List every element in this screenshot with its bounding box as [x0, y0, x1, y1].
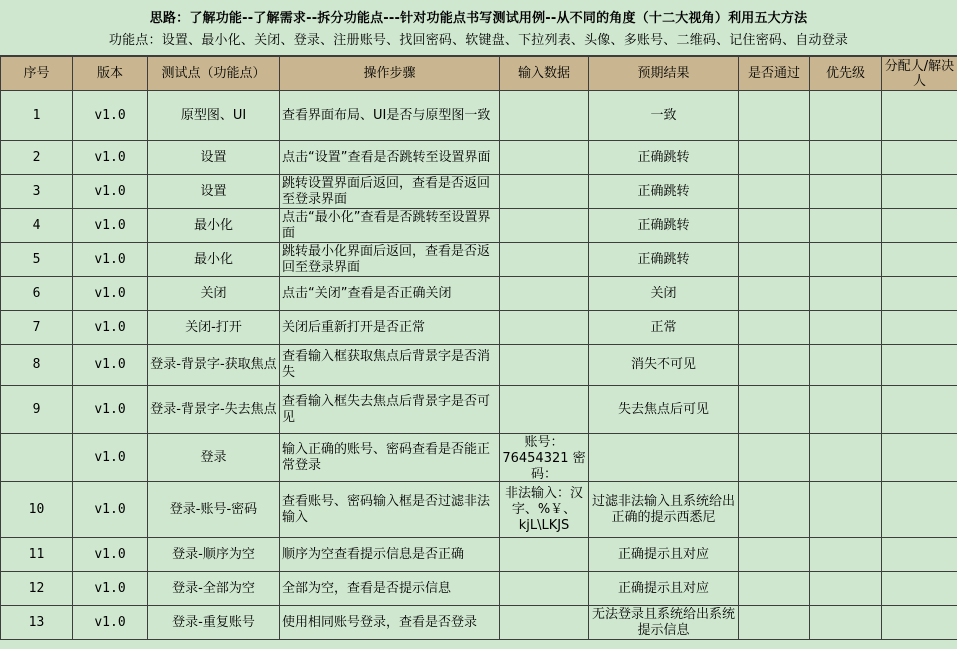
cell-passed[interactable] [739, 606, 810, 640]
cell-steps[interactable] [280, 345, 500, 386]
cell-steps-text: 顺序为空查看提示信息是否正确 [282, 546, 465, 562]
cell-priority[interactable] [810, 482, 882, 538]
cell-no-text: 5 [32, 251, 41, 267]
header-version[interactable]: 版本 [73, 57, 148, 91]
cell-test-point[interactable] [148, 345, 280, 386]
cell-priority[interactable] [810, 91, 882, 141]
cell-assignee[interactable] [882, 386, 957, 434]
cell-passed[interactable] [739, 345, 810, 386]
cell-expected-text: 正确提示且对应 [617, 580, 709, 596]
cell-input[interactable] [500, 386, 589, 434]
cell-no[interactable] [1, 386, 73, 434]
cell-steps[interactable] [280, 141, 500, 175]
cell-steps[interactable] [280, 209, 500, 243]
cell-expected[interactable] [589, 538, 739, 572]
cell-input-text: 非法输入：汉字、%￥、kjL\LKJS [504, 485, 583, 533]
cell-test-point[interactable] [148, 482, 280, 538]
cell-version[interactable] [73, 209, 148, 243]
cell-no-text: 9 [32, 401, 41, 417]
cell-priority[interactable] [810, 277, 882, 311]
table-body [1, 91, 957, 640]
cell-expected[interactable] [589, 243, 739, 277]
title-block [0, 0, 957, 56]
cell-steps-text: 查看账号、密码输入框是否过滤非法输入 [282, 493, 491, 525]
cell-test-point-text: 最小化 [193, 217, 233, 233]
cell-steps-text: 使用相同账号登录，查看是否登录 [282, 614, 478, 630]
header-expected[interactable]: 预期结果 [589, 57, 739, 91]
table-row [1, 345, 957, 386]
cell-passed[interactable] [739, 538, 810, 572]
cell-steps-text: 查看输入框失去焦点后背景字是否可见 [282, 393, 491, 425]
cell-version-text: v1.0 [94, 183, 126, 199]
cell-steps[interactable] [280, 538, 500, 572]
cell-test-point-text: 登录 [200, 449, 227, 465]
cell-steps-text: 输入正确的账号、密码查看是否能正常登录 [282, 441, 491, 473]
cell-test-point[interactable] [148, 386, 280, 434]
cell-test-point-text: 登录-账号-密码 [169, 501, 258, 517]
cell-expected[interactable] [589, 311, 739, 345]
cell-input[interactable] [500, 482, 589, 538]
cell-expected-text: 一致 [650, 107, 677, 123]
cell-assignee[interactable] [882, 538, 957, 572]
cell-input[interactable] [500, 277, 589, 311]
cell-test-point-text: 最小化 [193, 251, 233, 267]
cell-no-text: 7 [32, 319, 41, 335]
cell-version[interactable] [73, 434, 148, 482]
cell-no[interactable] [1, 538, 73, 572]
cell-no-text: 13 [28, 614, 45, 630]
cell-input[interactable] [500, 538, 589, 572]
cell-version-text: v1.0 [94, 546, 126, 562]
cell-expected[interactable] [589, 277, 739, 311]
cell-no-text: 8 [32, 357, 41, 372]
cell-version[interactable] [73, 91, 148, 141]
cell-test-point[interactable] [148, 91, 280, 141]
cell-priority[interactable] [810, 572, 882, 606]
cell-expected[interactable] [589, 386, 739, 434]
cell-expected[interactable] [589, 434, 739, 482]
cell-version-text: v1.0 [94, 319, 126, 335]
cell-test-point[interactable] [148, 209, 280, 243]
cell-assignee[interactable] [882, 175, 957, 209]
header-test-point[interactable]: 测试点（功能点） [148, 57, 280, 91]
cell-no[interactable] [1, 572, 73, 606]
cell-steps-text: 点击“关闭”查看是否正确关闭 [282, 285, 452, 301]
cell-steps[interactable] [280, 434, 500, 482]
table-row [1, 277, 957, 311]
cell-version-text: v1.0 [94, 251, 126, 267]
cell-input[interactable] [500, 243, 589, 277]
cell-no-text: 3 [32, 183, 41, 199]
cell-expected[interactable] [589, 209, 739, 243]
cell-test-point[interactable] [148, 141, 280, 175]
cell-version-text: v1.0 [94, 580, 126, 596]
cell-passed[interactable] [739, 572, 810, 606]
cell-expected-text: 失去焦点后可见 [617, 401, 709, 417]
cell-expected[interactable] [589, 482, 739, 538]
cell-version[interactable] [73, 277, 148, 311]
cell-assignee[interactable] [882, 311, 957, 345]
cell-no[interactable] [1, 311, 73, 345]
cell-test-point-text: 关闭-打开 [185, 319, 242, 335]
cell-no-text: 12 [28, 580, 45, 596]
cell-no[interactable] [1, 277, 73, 311]
header-input[interactable]: 输入数据 [500, 57, 589, 91]
table-row [1, 606, 957, 640]
cell-steps[interactable] [280, 606, 500, 640]
cell-no[interactable] [1, 141, 73, 175]
cell-steps[interactable] [280, 311, 500, 345]
table-row [1, 572, 957, 606]
cell-no-text: 11 [28, 546, 45, 562]
cell-assignee[interactable] [882, 91, 957, 141]
cell-test-point-text: 原型图、UI [180, 107, 247, 123]
cell-expected-text: 正确跳转 [637, 251, 690, 267]
cell-test-point[interactable] [148, 243, 280, 277]
cell-expected-text: 正确提示且对应 [617, 546, 709, 562]
cell-version-text: v1.0 [94, 449, 126, 465]
cell-steps[interactable] [280, 91, 500, 141]
cell-steps-text: 跳转最小化界面后返回，查看是否返回至登录界面 [282, 243, 491, 275]
cell-passed[interactable] [739, 209, 810, 243]
cell-no-text: 1 [32, 107, 41, 123]
cell-version-text: v1.0 [94, 357, 126, 372]
cell-passed[interactable] [739, 91, 810, 141]
header-steps[interactable]: 操作步骤 [280, 57, 500, 91]
header-row [1, 57, 957, 91]
cell-expected[interactable] [589, 606, 739, 640]
cell-test-point[interactable] [148, 311, 280, 345]
cell-version[interactable] [73, 572, 148, 606]
table-row [1, 434, 957, 482]
cell-version[interactable] [73, 141, 148, 175]
cell-steps[interactable] [280, 482, 500, 538]
cell-test-point-text: 登录-顺序为空 [172, 546, 255, 562]
cell-steps[interactable] [280, 175, 500, 209]
cell-priority[interactable] [810, 345, 882, 386]
cell-test-point[interactable] [148, 538, 280, 572]
cell-no[interactable] [1, 243, 73, 277]
cell-version-text: v1.0 [94, 285, 126, 301]
cell-steps[interactable] [280, 277, 500, 311]
table-row [1, 91, 957, 141]
cell-priority[interactable] [810, 141, 882, 175]
cell-test-point-text: 登录-背景字-失去焦点 [150, 401, 277, 417]
cell-no-text: 4 [32, 217, 41, 233]
cell-input[interactable] [500, 91, 589, 141]
table-row [1, 482, 957, 538]
cell-version[interactable] [73, 538, 148, 572]
cell-assignee[interactable] [882, 482, 957, 538]
cell-priority[interactable] [810, 175, 882, 209]
cell-expected[interactable] [589, 572, 739, 606]
cell-priority[interactable] [810, 606, 882, 640]
cell-steps-text: 跳转设置界面后返回，查看是否返回至登录界面 [282, 175, 491, 207]
cell-version[interactable] [73, 606, 148, 640]
cell-passed[interactable] [739, 482, 810, 538]
cell-steps[interactable] [280, 243, 500, 277]
cell-steps-text: 点击“最小化”查看是否跳转至设置界面 [282, 209, 491, 241]
cell-passed[interactable] [739, 434, 810, 482]
cell-expected[interactable] [589, 91, 739, 141]
cell-version-text: v1.0 [94, 107, 126, 123]
cell-expected-text: 正确跳转 [637, 149, 690, 165]
cell-expected-text: 正确跳转 [637, 217, 690, 233]
cell-passed[interactable] [739, 311, 810, 345]
cell-input[interactable] [500, 311, 589, 345]
header-passed[interactable]: 是否通过 [739, 57, 810, 91]
cell-no[interactable] [1, 345, 73, 386]
cell-version[interactable] [73, 243, 148, 277]
cell-version[interactable] [73, 386, 148, 434]
header-no[interactable]: 序号 [1, 57, 73, 91]
cell-no-text: 6 [32, 285, 41, 301]
cell-expected-text: 正常 [650, 319, 677, 335]
title-feature-points: 功能点：设置、最小化、关闭、登录、注册账号、找回密码、软键盘、下拉列表、头像、多账号、二维码、记住密码、自动登录 [108, 33, 849, 48]
cell-input[interactable] [500, 209, 589, 243]
cell-assignee[interactable] [882, 345, 957, 386]
cell-assignee[interactable] [882, 243, 957, 277]
table-row [1, 141, 957, 175]
cell-steps[interactable] [280, 386, 500, 434]
cell-expected[interactable] [589, 345, 739, 386]
cell-no[interactable] [1, 606, 73, 640]
cell-assignee[interactable] [882, 606, 957, 640]
cell-input[interactable] [500, 175, 589, 209]
cell-input[interactable] [500, 572, 589, 606]
cell-assignee[interactable] [882, 434, 957, 482]
cell-input[interactable] [500, 345, 589, 386]
cell-expected-text: 正确跳转 [637, 183, 690, 199]
cell-version-text: v1.0 [94, 614, 126, 630]
cell-assignee[interactable] [882, 141, 957, 175]
cell-test-point-text: 登录-重复账号 [172, 614, 255, 630]
cell-test-point-text: 关闭 [200, 285, 227, 301]
test-case-table [0, 56, 957, 640]
cell-input[interactable] [500, 606, 589, 640]
cell-test-point[interactable] [148, 434, 280, 482]
cell-test-point-text: 设置 [200, 183, 227, 199]
cell-assignee[interactable] [882, 277, 957, 311]
cell-test-point[interactable] [148, 606, 280, 640]
table-row [1, 175, 957, 209]
cell-version[interactable] [73, 311, 148, 345]
cell-no[interactable] [1, 482, 73, 538]
cell-priority[interactable] [810, 209, 882, 243]
cell-version-text: v1.0 [94, 401, 126, 417]
cell-input-text: 账号：76454321 密码： [502, 434, 586, 481]
cell-test-point-text: 设置 [200, 149, 227, 165]
cell-passed[interactable] [739, 175, 810, 209]
cell-no-text: 2 [32, 149, 41, 165]
cell-priority[interactable] [810, 434, 882, 482]
cell-steps-text: 关闭后重新打开是否正常 [282, 319, 426, 335]
cell-priority[interactable] [810, 386, 882, 434]
table-row [1, 538, 957, 572]
cell-priority[interactable] [810, 538, 882, 572]
cell-steps-text: 查看输入框获取焦点后背景字是否消失 [282, 349, 491, 380]
header-priority[interactable]: 优先级 [810, 57, 882, 91]
cell-input[interactable] [500, 141, 589, 175]
cell-expected[interactable] [589, 175, 739, 209]
cell-version[interactable] [73, 175, 148, 209]
cell-steps-text: 点击“设置”查看是否跳转至设置界面 [282, 149, 491, 165]
cell-passed[interactable] [739, 277, 810, 311]
cell-input[interactable] [500, 434, 589, 482]
table-row [1, 209, 957, 243]
cell-test-point[interactable] [148, 277, 280, 311]
cell-expected-text: 无法登录且系统给出系统提示信息 [591, 606, 735, 638]
cell-assignee[interactable] [882, 572, 957, 606]
cell-test-point-text: 登录-全部为空 [172, 580, 255, 596]
cell-passed[interactable] [739, 386, 810, 434]
cell-steps-text: 查看界面布局、UI是否与原型图一致 [282, 107, 491, 123]
cell-passed[interactable] [739, 243, 810, 277]
cell-version-text: v1.0 [94, 149, 126, 165]
cell-test-point-text: 登录-背景字-获取焦点 [150, 357, 277, 372]
table-row [1, 243, 957, 277]
cell-no[interactable] [1, 91, 73, 141]
cell-test-point[interactable] [148, 572, 280, 606]
cell-test-point[interactable] [148, 175, 280, 209]
cell-assignee[interactable] [882, 209, 957, 243]
table-row [1, 386, 957, 434]
cell-version-text: v1.0 [94, 501, 126, 517]
cell-steps-text: 全部为空，查看是否提示信息 [282, 580, 452, 596]
cell-no[interactable] [1, 209, 73, 243]
cell-no[interactable] [1, 434, 73, 482]
cell-passed[interactable] [739, 141, 810, 175]
cell-no[interactable] [1, 175, 73, 209]
header-assignee[interactable]: 分配人/解决人 [882, 57, 957, 91]
cell-version[interactable] [73, 482, 148, 538]
cell-expected-text: 过滤非法输入且系统给出正确的提示西悉尼 [591, 493, 735, 525]
cell-version-text: v1.0 [94, 217, 126, 233]
cell-expected[interactable] [589, 141, 739, 175]
cell-priority[interactable] [810, 243, 882, 277]
table-row [1, 311, 957, 345]
cell-version[interactable] [73, 345, 148, 386]
title-approach: 思路：了解功能--了解需求--拆分功能点---针对功能点书写测试用例--从不同的角度（十二大视角）利用五大方法 [149, 11, 808, 26]
cell-expected-text: 消失不可见 [630, 357, 696, 372]
cell-expected-text: 关闭 [650, 285, 677, 301]
cell-no-text: 10 [28, 501, 45, 517]
cell-priority[interactable] [810, 311, 882, 345]
cell-steps[interactable] [280, 572, 500, 606]
